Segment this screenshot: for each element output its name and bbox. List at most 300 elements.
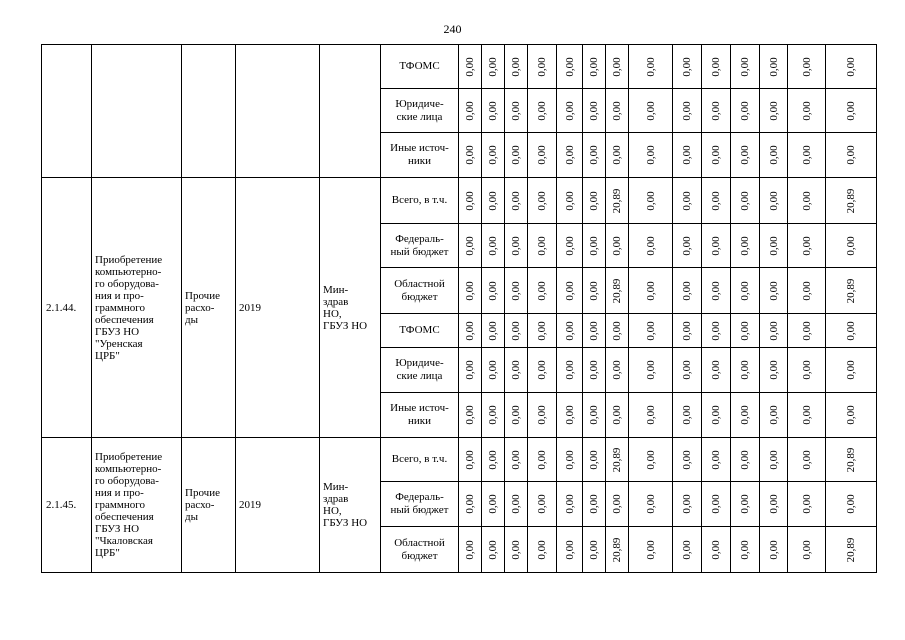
value-cell	[731, 45, 760, 89]
value-cell	[826, 527, 877, 573]
value-cell	[629, 133, 673, 178]
value-cell	[583, 268, 606, 314]
value-text: 0,00	[487, 56, 499, 77]
value-cell	[788, 45, 826, 89]
value-cell	[482, 527, 505, 573]
value-cell	[528, 348, 557, 393]
value-text: 0,00	[536, 280, 548, 301]
value-text: 0,00	[487, 494, 499, 514]
value-cell	[826, 348, 877, 393]
value-cell	[702, 89, 731, 133]
value-cell	[583, 438, 606, 482]
value-text: 20,89	[611, 188, 623, 213]
value-text: 0,00	[588, 100, 600, 121]
value-text: 0,00	[611, 320, 623, 341]
item-code	[42, 45, 92, 178]
value-text: 0,00	[487, 145, 499, 165]
value-cell	[629, 348, 673, 393]
value-text: 0,00	[681, 360, 693, 380]
value-cell	[731, 482, 760, 527]
value-text: 0,00	[800, 235, 813, 256]
value-cell	[482, 438, 505, 482]
value-text: 0,00	[588, 360, 600, 380]
value-cell	[557, 133, 583, 178]
funding-source: Юридиче- ские лица	[381, 348, 459, 393]
funding-source: Федераль- ный бюджет	[381, 224, 459, 268]
value-text: 0,00	[710, 145, 722, 165]
value-text: 0,00	[644, 449, 657, 470]
value-text: 20,89	[845, 188, 857, 213]
value-cell	[505, 527, 528, 573]
value-cell	[557, 45, 583, 89]
value-cell	[505, 482, 528, 527]
value-cell	[583, 348, 606, 393]
value-cell	[557, 348, 583, 393]
value-cell	[606, 178, 629, 224]
value-cell	[788, 438, 826, 482]
value-cell	[528, 133, 557, 178]
value-cell	[528, 268, 557, 314]
value-cell	[826, 224, 877, 268]
value-text: 0,00	[536, 360, 548, 380]
value-text: 0,00	[563, 539, 576, 560]
value-cell	[459, 314, 482, 348]
value-cell	[606, 438, 629, 482]
value-text: 0,00	[800, 360, 813, 380]
value-cell	[606, 393, 629, 438]
expense-type: Прочие расхо- ды	[182, 178, 236, 438]
value-cell	[505, 45, 528, 89]
expense-type: Прочие расхо- ды	[182, 438, 236, 573]
value-cell	[583, 482, 606, 527]
value-cell	[731, 178, 760, 224]
value-text: 0,00	[611, 405, 623, 425]
value-cell	[606, 133, 629, 178]
page-number: 240	[443, 22, 462, 36]
executor: Мин- здрав НО, ГБУЗ НО	[320, 178, 381, 438]
value-cell	[557, 268, 583, 314]
value-text: 0,00	[710, 360, 722, 380]
value-cell	[760, 89, 788, 133]
table-row	[42, 438, 877, 482]
value-text: 0,00	[710, 100, 722, 121]
value-text: 0,00	[588, 494, 600, 514]
value-text: 0,00	[536, 405, 548, 425]
value-text: 0,00	[845, 405, 857, 425]
value-cell	[673, 224, 702, 268]
value-text: 0,00	[767, 280, 780, 301]
value-text: 0,00	[487, 539, 499, 560]
value-cell	[673, 89, 702, 133]
value-cell	[702, 527, 731, 573]
value-text: 0,00	[611, 100, 623, 121]
value-text: 0,00	[464, 100, 476, 121]
value-text: 0,00	[739, 494, 751, 514]
item-year: 2019	[236, 178, 320, 438]
value-text: 0,00	[644, 56, 657, 77]
value-text: 0,00	[464, 235, 476, 256]
value-text: 0,00	[644, 280, 657, 301]
value-text: 0,00	[464, 360, 476, 380]
value-cell	[606, 45, 629, 89]
value-cell	[702, 348, 731, 393]
value-text: 0,00	[710, 190, 722, 211]
value-cell	[760, 527, 788, 573]
value-text: 0,00	[588, 320, 600, 341]
value-text: 0,00	[681, 320, 693, 341]
value-text: 0,00	[710, 494, 722, 514]
value-text: 0,00	[681, 494, 693, 514]
value-text: 0,00	[536, 494, 548, 514]
value-cell	[826, 482, 877, 527]
value-text: 0,00	[510, 235, 522, 256]
value-cell	[482, 178, 505, 224]
value-text: 0,00	[563, 405, 576, 425]
value-text: 0,00	[487, 320, 499, 341]
value-text: 0,00	[800, 405, 813, 425]
value-text: 0,00	[644, 405, 657, 425]
value-cell	[606, 89, 629, 133]
value-cell	[557, 314, 583, 348]
value-text: 20,89	[845, 447, 857, 472]
value-text: 0,00	[800, 280, 813, 301]
value-cell	[760, 482, 788, 527]
value-text: 0,00	[800, 145, 813, 165]
value-text: 0,00	[588, 145, 600, 165]
value-text: 0,00	[644, 320, 657, 341]
value-cell	[673, 133, 702, 178]
value-text: 0,00	[767, 100, 780, 121]
value-cell	[673, 268, 702, 314]
value-cell	[459, 348, 482, 393]
value-cell	[702, 45, 731, 89]
value-cell	[557, 224, 583, 268]
value-text: 0,00	[563, 100, 576, 121]
value-cell	[760, 268, 788, 314]
value-text: 0,00	[588, 405, 600, 425]
value-text: 0,00	[800, 494, 813, 514]
value-cell	[459, 393, 482, 438]
value-cell	[482, 482, 505, 527]
value-text: 0,00	[681, 449, 693, 470]
value-cell	[760, 348, 788, 393]
value-cell	[731, 393, 760, 438]
value-text: 0,00	[767, 190, 780, 211]
value-text: 0,00	[510, 539, 522, 560]
value-cell	[482, 45, 505, 89]
value-text: 0,00	[767, 56, 780, 77]
value-text: 0,00	[510, 145, 522, 165]
value-cell	[788, 393, 826, 438]
value-cell	[731, 89, 760, 133]
value-cell	[673, 178, 702, 224]
value-cell	[702, 224, 731, 268]
value-cell	[583, 133, 606, 178]
value-cell	[459, 438, 482, 482]
value-cell	[583, 314, 606, 348]
value-cell	[606, 348, 629, 393]
value-text: 0,00	[464, 145, 476, 165]
value-cell	[459, 268, 482, 314]
value-text: 0,00	[845, 320, 857, 341]
value-cell	[606, 268, 629, 314]
value-text: 0,00	[845, 235, 857, 256]
value-cell	[826, 268, 877, 314]
value-cell	[629, 438, 673, 482]
value-cell	[505, 133, 528, 178]
executor: Мин- здрав НО, ГБУЗ НО	[320, 438, 381, 573]
value-text: 0,00	[767, 494, 780, 514]
item-name: Приобретение компьютерно- го оборудова- ния и про- граммного обеспечения ГБУЗ НО "Чкаловская ЦРБ"	[92, 438, 182, 573]
value-cell	[505, 224, 528, 268]
value-text: 0,00	[710, 539, 722, 560]
value-text: 0,00	[536, 539, 548, 560]
funding-source: ТФОМС	[381, 314, 459, 348]
value-text: 20,89	[611, 278, 623, 303]
value-cell	[673, 45, 702, 89]
value-text: 0,00	[588, 190, 600, 211]
value-text: 0,00	[845, 494, 857, 514]
funding-source: Всего, в т.ч.	[381, 178, 459, 224]
value-cell	[482, 314, 505, 348]
value-cell	[482, 348, 505, 393]
funding-source: Федераль- ный бюджет	[381, 482, 459, 527]
value-text: 0,00	[510, 360, 522, 380]
value-cell	[528, 527, 557, 573]
value-cell	[629, 482, 673, 527]
value-text: 0,00	[487, 280, 499, 301]
value-text: 0,00	[510, 320, 522, 341]
value-cell	[528, 393, 557, 438]
value-text: 0,00	[510, 494, 522, 514]
value-cell	[788, 527, 826, 573]
value-cell	[505, 268, 528, 314]
value-cell	[673, 393, 702, 438]
value-cell	[459, 178, 482, 224]
value-text: 0,00	[536, 100, 548, 121]
value-cell	[557, 482, 583, 527]
value-cell	[557, 178, 583, 224]
value-text: 0,00	[644, 190, 657, 211]
value-cell	[673, 482, 702, 527]
value-text: 0,00	[510, 56, 522, 77]
value-text: 0,00	[739, 360, 751, 380]
value-text: 0,00	[681, 145, 693, 165]
value-text: 0,00	[611, 494, 623, 514]
value-cell	[482, 224, 505, 268]
value-cell	[528, 89, 557, 133]
value-text: 0,00	[800, 190, 813, 211]
value-cell	[731, 438, 760, 482]
value-cell	[557, 89, 583, 133]
table-body	[42, 45, 877, 573]
value-cell	[606, 224, 629, 268]
value-text: 0,00	[845, 100, 857, 121]
value-text: 0,00	[464, 539, 476, 560]
value-text: 0,00	[710, 235, 722, 256]
value-text: 0,00	[681, 405, 693, 425]
value-text: 20,89	[845, 537, 857, 562]
value-cell	[629, 268, 673, 314]
value-cell	[760, 314, 788, 348]
value-cell	[583, 89, 606, 133]
value-text: 0,00	[536, 190, 548, 211]
value-cell	[505, 178, 528, 224]
value-text: 0,00	[563, 145, 576, 165]
value-text: 0,00	[845, 56, 857, 77]
value-text: 0,00	[487, 235, 499, 256]
value-text: 0,00	[464, 405, 476, 425]
value-text: 0,00	[464, 56, 476, 77]
value-cell	[702, 482, 731, 527]
value-cell	[788, 133, 826, 178]
value-text: 0,00	[739, 405, 751, 425]
value-text: 0,00	[588, 235, 600, 256]
value-cell	[760, 224, 788, 268]
value-text: 0,00	[464, 494, 476, 514]
value-text: 0,00	[644, 145, 657, 165]
value-text: 0,00	[800, 100, 813, 121]
value-text: 0,00	[563, 320, 576, 341]
value-cell	[629, 178, 673, 224]
value-cell	[788, 178, 826, 224]
value-cell	[731, 527, 760, 573]
value-text: 20,89	[611, 447, 623, 472]
value-cell	[788, 268, 826, 314]
value-cell	[528, 314, 557, 348]
item-name: Приобретение компьютерно- го оборудова- ния и про- граммного обеспечения ГБУЗ НО "Уренская ЦРБ"	[92, 178, 182, 438]
item-year: 2019	[236, 438, 320, 573]
value-cell	[505, 314, 528, 348]
value-cell	[760, 178, 788, 224]
value-text: 0,00	[510, 449, 522, 470]
value-cell	[505, 89, 528, 133]
value-text: 0,00	[710, 449, 722, 470]
value-cell	[702, 438, 731, 482]
value-cell	[629, 45, 673, 89]
value-cell	[606, 527, 629, 573]
value-cell	[760, 133, 788, 178]
value-cell	[788, 348, 826, 393]
value-text: 0,00	[510, 100, 522, 121]
value-cell	[788, 89, 826, 133]
value-cell	[459, 45, 482, 89]
value-text: 0,00	[588, 56, 600, 77]
value-text: 0,00	[739, 280, 751, 301]
value-cell	[482, 393, 505, 438]
value-cell	[459, 527, 482, 573]
value-cell	[482, 133, 505, 178]
value-cell	[826, 178, 877, 224]
value-cell	[629, 527, 673, 573]
value-text: 0,00	[644, 235, 657, 256]
value-text: 0,00	[681, 539, 693, 560]
value-text: 0,00	[536, 235, 548, 256]
value-text: 0,00	[487, 405, 499, 425]
value-cell	[583, 224, 606, 268]
value-cell	[459, 89, 482, 133]
value-text: 0,00	[800, 56, 813, 77]
value-text: 0,00	[767, 539, 780, 560]
value-cell	[583, 178, 606, 224]
value-cell	[702, 133, 731, 178]
value-cell	[702, 178, 731, 224]
value-text: 20,89	[611, 537, 623, 562]
value-text: 0,00	[710, 280, 722, 301]
funding-source: Областной бюджет	[381, 268, 459, 314]
value-text: 0,00	[644, 360, 657, 380]
value-cell	[459, 133, 482, 178]
value-cell	[826, 133, 877, 178]
item-name	[92, 45, 182, 178]
value-text: 0,00	[644, 494, 657, 514]
value-text: 0,00	[510, 190, 522, 211]
value-cell	[583, 45, 606, 89]
value-cell	[557, 527, 583, 573]
value-text: 0,00	[739, 235, 751, 256]
value-text: 0,00	[563, 360, 576, 380]
value-text: 0,00	[739, 539, 751, 560]
value-cell	[606, 482, 629, 527]
value-text: 0,00	[536, 145, 548, 165]
value-text: 0,00	[767, 449, 780, 470]
value-text: 0,00	[767, 405, 780, 425]
value-cell	[760, 45, 788, 89]
value-text: 0,00	[739, 449, 751, 470]
value-text: 0,00	[681, 190, 693, 211]
value-cell	[826, 89, 877, 133]
value-text: 0,00	[611, 145, 623, 165]
value-cell	[673, 348, 702, 393]
value-cell	[788, 224, 826, 268]
value-cell	[459, 224, 482, 268]
value-text: 0,00	[681, 280, 693, 301]
item-code: 2.1.45.	[42, 438, 92, 573]
value-text: 0,00	[767, 145, 780, 165]
value-text: 0,00	[611, 235, 623, 256]
value-text: 0,00	[588, 280, 600, 301]
item-code: 2.1.44.	[42, 178, 92, 438]
value-text: 0,00	[563, 235, 576, 256]
value-text: 0,00	[611, 360, 623, 380]
value-cell	[731, 133, 760, 178]
value-text: 0,00	[739, 100, 751, 121]
value-text: 0,00	[739, 145, 751, 165]
value-cell	[702, 314, 731, 348]
value-text: 0,00	[644, 539, 657, 560]
value-text: 0,00	[536, 449, 548, 470]
value-text: 0,00	[487, 190, 499, 211]
value-cell	[505, 348, 528, 393]
value-cell	[583, 393, 606, 438]
value-text: 0,00	[510, 280, 522, 301]
value-text: 0,00	[464, 280, 476, 301]
value-text: 0,00	[767, 320, 780, 341]
funding-source: Иные источ- ники	[381, 133, 459, 178]
value-text: 0,00	[588, 449, 600, 470]
value-text: 0,00	[681, 235, 693, 256]
value-cell	[702, 268, 731, 314]
budget-table	[41, 44, 877, 573]
value-cell	[826, 393, 877, 438]
funding-source: Областной бюджет	[381, 527, 459, 573]
funding-source: Всего, в т.ч.	[381, 438, 459, 482]
value-cell	[731, 268, 760, 314]
value-text: 0,00	[845, 145, 857, 165]
value-text: 0,00	[767, 360, 780, 380]
value-cell	[528, 45, 557, 89]
value-cell	[606, 314, 629, 348]
